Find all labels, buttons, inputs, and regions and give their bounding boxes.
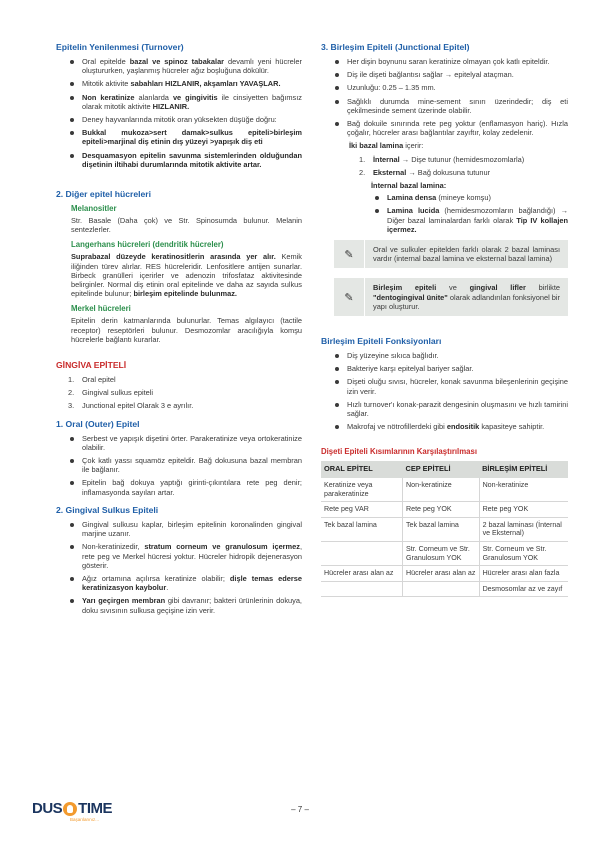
oral-epitel-section [56, 419, 302, 497]
list-item: Deney hayvanlarında mitotik oran yüksekten düşüğe doğru: [82, 115, 302, 124]
gingiva-section [56, 360, 302, 411]
list-item: Bakteriye karşı epitelyal bariyer sağlar. [347, 364, 568, 373]
list-item: Gingival sulkusu kaplar, birleşim epitelinin koronalinden gingival marjine uzanır. [82, 519, 302, 539]
sulkus-heading: 2. Gingival Sulkus Epiteli [56, 504, 159, 515]
melanosit-heading: Melanositler [71, 204, 117, 214]
table-header: BİRLEŞİM EPİTELİ [479, 461, 568, 478]
comparison-table [321, 461, 568, 597]
lamina-intro: İki bazal lamina içerir: [349, 141, 424, 151]
list-item: 1. Oral epitel [68, 375, 116, 385]
table-cell: Tek bazal lamina [321, 517, 403, 541]
list-item: Lamina densa (mineye komşu) [387, 193, 568, 202]
table-cell: Desmosomlar az ve zayıf [479, 581, 568, 597]
langerhans-text: Suprabazal düzeyde keratinositlerin arasında yer alır. Kemik iliğinden türev alırlar. RES hücreleridir. Lenfositlere antijen sunarlar. Birbeck granülleri içerirler ve adenozin trifosfataz aktivitesinde belirginler. Normal diş etinin oral epitelinde ve daha az sayıda sulkus epitelinde bulunur; birleşim epitelinde bulunmaz. [71, 252, 303, 299]
table-cell: Hücreler arası alan fazla [479, 566, 568, 582]
list-item: Diş ile dişeti bağlantısı sağlar → epitelyal ataçman. [347, 70, 568, 79]
junctional-section [321, 42, 568, 234]
table-cell: Str. Corneum ve Str. Granulosum YOK [403, 542, 480, 566]
comparison-heading: Dişeti Epiteli Kısımlarının Karşılaştırılması [321, 447, 477, 457]
table-cell: Rete peg YOK [403, 502, 480, 518]
list-item: Her dişin boynunu saran keratinize olmayan çok katlı epiteldir. [347, 57, 568, 66]
page-number: – 7 – [291, 805, 309, 814]
list-item: Çok katlı yassı squamöz epiteldir. Bağ dokusuna bazal membran ile bağlanır. [82, 456, 302, 475]
table-cell [321, 581, 403, 597]
list-item: Non keratinize alanlarda ve gingivitis ile cinsiyetten bağımsız olarak mitotik aktivite HIZLANIR. [82, 92, 302, 111]
list-item: Yarı geçirgen membran gibi davranır; bakteri ürünlerinin dokuya, doku sıvısının sulkusa geçişine izin verir. [82, 596, 302, 615]
function-heading: Birleşim Epiteli Fonksiyonları [321, 336, 442, 347]
merkel-text: Epitelin derin katmanlarında bulunurlar. Temas algılayıcı (tactile receptor) reseptörleri bulunur. Desmozomlar aracılığıyla komşu hücrelerle bağlantı kurarlar. [71, 316, 302, 344]
table-header: ORAL EPİTEL [321, 461, 403, 478]
right-column [321, 42, 568, 597]
melanosit-text: Str. Basale (Daha çok) ve Str. Spinosumda bulunur. Melanin sentezlerler. [71, 216, 302, 235]
junctional-heading: 3. Birleşim Epiteli (Junctional Epitel) [321, 42, 470, 52]
sulkus-list [56, 520, 302, 615]
table-cell: Rete peg YOK [479, 502, 568, 518]
table-cell: Keratinize veya parakeratinize [321, 478, 403, 502]
turnover-heading: Epitelin Yenilenmesi (Turnover) [56, 42, 184, 52]
list-item: 3. Junctional epitel Olarak 3 e ayrılır. [68, 401, 194, 411]
lamina-list [321, 155, 568, 177]
table-header-row [321, 461, 568, 478]
table-body [321, 478, 568, 597]
function-list [321, 351, 568, 431]
list-item: Non-keratinizedir, stratum corneum ve granulosum içermez, rete peg ve Merkel hücresi yoktur. Hücreler hidropik dejenerasyon gösterir. [82, 542, 303, 570]
list-item: Hızlı turnover'ı konak-parazit dengesinin oluşmasını ve hızlı tamirini sağlar. [347, 399, 568, 419]
list-item: 1. İnternal → Dişe tutunur (hemidesmozomlarla) [359, 154, 525, 164]
sulkus-section [56, 505, 302, 615]
table-cell [321, 542, 403, 566]
table-row [321, 566, 568, 582]
oral-epitel-list [56, 434, 302, 497]
list-item: 2. Eksternal → Bağ dokusuna tutunur [359, 167, 491, 177]
list-item: Desquamasyon epitelin savunma sistemlerinden olduğundan dişetinin iltihabi durumlarında mitotik aktivite artar. [82, 150, 302, 169]
list-item: Lamina lucida (hemidesmozomların bağlandığı) → Diğer bazal laminalardan farklı olarak Tip IV kollajen içermez. [387, 206, 568, 234]
table-cell: Non-keratinize [403, 478, 480, 502]
table-cell: Hücreler arası alan az [321, 566, 403, 582]
gingiva-list [56, 375, 302, 411]
note-icon: ✎ [334, 240, 365, 268]
gingiva-heading: GİNGİVA EPİTELİ [56, 360, 127, 371]
table-cell: Hücreler arası alan az [403, 566, 480, 582]
list-item: 2. Gingival sulkus epiteli [68, 388, 154, 398]
list-item: Dişeti oluğu sıvısı, hücreler, konak savunma bileşenlerinin geçişine izin verir. [347, 377, 568, 396]
table-cell: Tek bazal lamina [403, 517, 480, 541]
list-item: Diş yüzeyine sıkıca bağlıdır. [347, 351, 568, 360]
merkel-heading: Merkel hücreleri [71, 304, 131, 314]
table-row [321, 502, 568, 518]
note-text: Birleşim epiteli ve gingival lifler birlikte "dentogingival ünite" olarak adlandırılan fonksiyonel bir yapı oluşturur. [373, 283, 560, 311]
turnover-section [56, 42, 302, 169]
list-item: Mitotik aktivite sabahları HIZLANIR, akşamları YAVAŞLAR. [82, 79, 302, 88]
list-item: Epitelin bağ dokuya yaptığı girinti-çıkıntılara rete peg denir; inflamasyonda sayıları artar. [82, 478, 302, 497]
list-item: Bağ dokuile sınırında rete peg yoktur (enflamasyon hariç). Hızla çoğalır, hücreler arası bağlantılar zayıftır, kolay zedelenir. [347, 119, 568, 138]
table-cell: Rete peg VAR [321, 502, 403, 518]
table-cell [403, 581, 480, 597]
function-section [321, 336, 568, 431]
internal-list [321, 193, 568, 234]
list-item: Uzunluğu: 0.25 – 1.35 mm. [347, 83, 568, 92]
internal-heading: İnternal bazal lamina: [371, 181, 447, 191]
turnover-list [56, 57, 302, 169]
dustime-logo: DUS TIME Başarılarınız... [32, 800, 113, 822]
other-cells-heading: 2. Diğer epitel hücreleri [56, 189, 152, 200]
list-item: Serbest ve yapışık dişetini örter. Parakeratinize veya ortokeratinize olabilir. [82, 433, 302, 452]
oral-epitel-heading: 1. Oral (Outer) Epitel [56, 418, 140, 429]
list-item: Oral epitelde bazal ve spinoz tabakalar devamlı yeni hücreler oluştururken, yaşlanmış hücreler ağız boşluğuna dökülür. [82, 57, 302, 76]
table-row [321, 517, 568, 541]
table-row [321, 581, 568, 597]
list-item: Sağlıklı durumda mine-sement sınırı üzerindedir; diş eti çekilmesinde sement üzerinde olabilir. [347, 96, 568, 115]
note-box-dentogingival [334, 278, 568, 316]
table-cell: Non-keratinize [479, 478, 568, 502]
table-row [321, 542, 568, 566]
note-text: Oral ve sulkuler epitelden farklı olarak 2 bazal laminası vardır (internal bazal lamina ve eksternal bazal lamina) [373, 245, 560, 264]
note-icon: ✎ [334, 278, 365, 316]
note-box-bazal-lamina [334, 240, 568, 268]
langerhans-heading: Langerhans hücreleri (dendritik hücreler) [71, 240, 224, 250]
table-row [321, 478, 568, 502]
junctional-list [321, 57, 568, 137]
table-cell: 2 bazal laminası (İnternal ve Eksternal) [479, 517, 568, 541]
list-item: Makrofaj ve nötrofillerdeki gibi endositik kapasiteye sahiptir. [347, 422, 568, 431]
table-header: CEP EPİTELİ [403, 461, 480, 478]
table-cell: Str. Corneum ve Str. Granulosum YOK [479, 542, 568, 566]
comparison-section [321, 447, 568, 597]
left-column [56, 42, 302, 619]
list-item: Bukkal mukoza>sert damak>sulkus epiteli>birleşim epiteli>marjinal diş etinin dış yüzeyi >yapışık diş eti [82, 128, 302, 147]
list-item: Ağız ortamına açılırsa keratinize olabilir; dişle temas ederse keratinizasyon kaybolur. [82, 573, 302, 593]
other-cells-section [56, 189, 302, 344]
